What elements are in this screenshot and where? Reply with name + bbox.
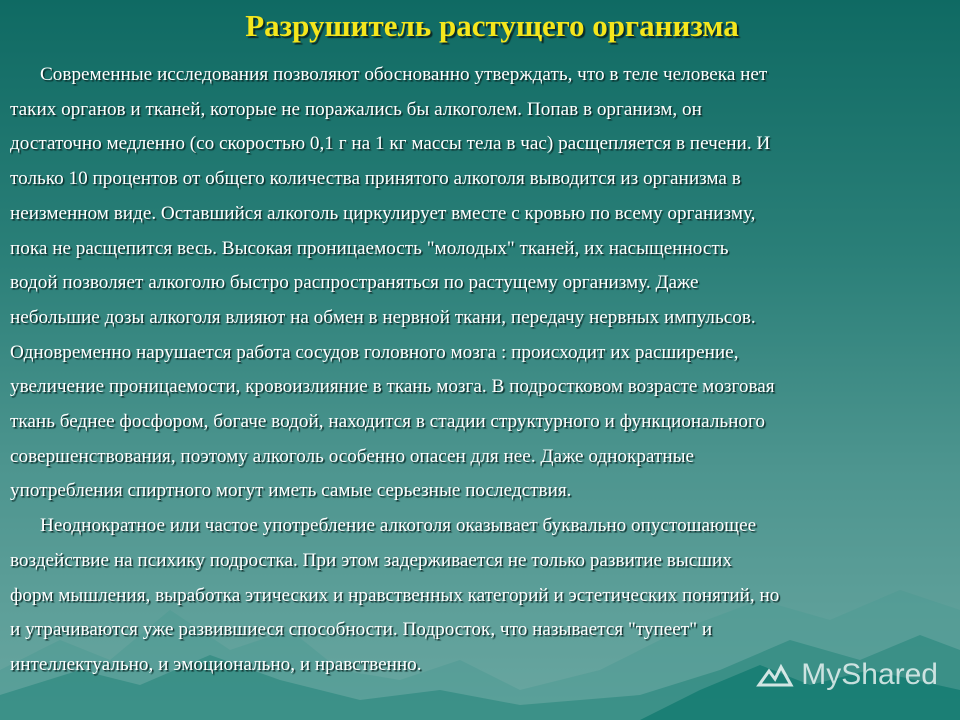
paragraph-1-line: совершенствования, поэтому алкоголь особенно опасен для нее. Даже однократные xyxy=(10,445,694,467)
paragraph-1-line: достаточно медленно (со скоростью 0,1 г на 1 кг массы тела в час) расщепляется в печени. И xyxy=(10,133,771,155)
paragraph-1-line: неизменном виде. Оставшийся алкоголь циркулирует вместе с кровью по всему организму, xyxy=(10,202,756,224)
paragraph-1-line: употребления спиртного могут иметь самые серьезные последствия. xyxy=(10,480,572,502)
paragraph-1-line: увеличение проницаемости, кровоизлияние в ткань мозга. В подростковом возрасте мозговая xyxy=(10,376,775,398)
paragraph-1-line: Одновременно нарушается работа сосудов головного мозга : происходит их расширение, xyxy=(10,341,739,363)
paragraph-2-line: интеллектуально, и эмоционально, и нравственно. xyxy=(10,653,422,675)
paragraph-1-line: только 10 процентов от общего количества принятого алкоголя выводится из организма в xyxy=(10,168,741,190)
slide-title: Разрушитель растущего организма xyxy=(245,8,739,43)
paragraph-1-line: таких органов и тканей, которые не поражались бы алкоголем. Попав в организм, он xyxy=(10,98,702,120)
watermark-text: MyShared xyxy=(801,658,938,691)
body-text xyxy=(10,58,960,683)
paragraph-1-line: Современные исследования позволяют обоснованно утверждать, что в теле человека нет xyxy=(40,64,768,85)
watermark xyxy=(755,658,938,692)
paragraph-2-line: Неоднократное или частое употребление алкоголя оказывает буквально опустошающее xyxy=(40,515,757,537)
paragraph-2-line: и утрачиваются уже развившиеся способности. Подросток, что называется "тупеет" и xyxy=(10,619,713,641)
paragraph-1-line: ткань беднее фосфором, богаче водой, находится в стадии структурного и функционального xyxy=(10,411,765,433)
myshared-logo-icon xyxy=(755,659,795,691)
paragraph-1-line: небольшие дозы алкоголя влияют на обмен в нервной ткани, передачу нервных импульсов. xyxy=(10,306,756,328)
paragraph-2-line: форм мышления, выработка этических и нравственных категорий и эстетических понятий, но xyxy=(10,584,780,606)
paragraph-2-line: воздействие на психику подростка. При этом задерживается не только развитие высших xyxy=(10,549,732,571)
paragraph-1-line: водой позволяет алкоголю быстро распространяться по растущему организму. Даже xyxy=(10,272,699,294)
paragraph-1-line: пока не расщепится весь. Высокая проницаемость "молодых" тканей, их насыщенность xyxy=(10,237,729,259)
